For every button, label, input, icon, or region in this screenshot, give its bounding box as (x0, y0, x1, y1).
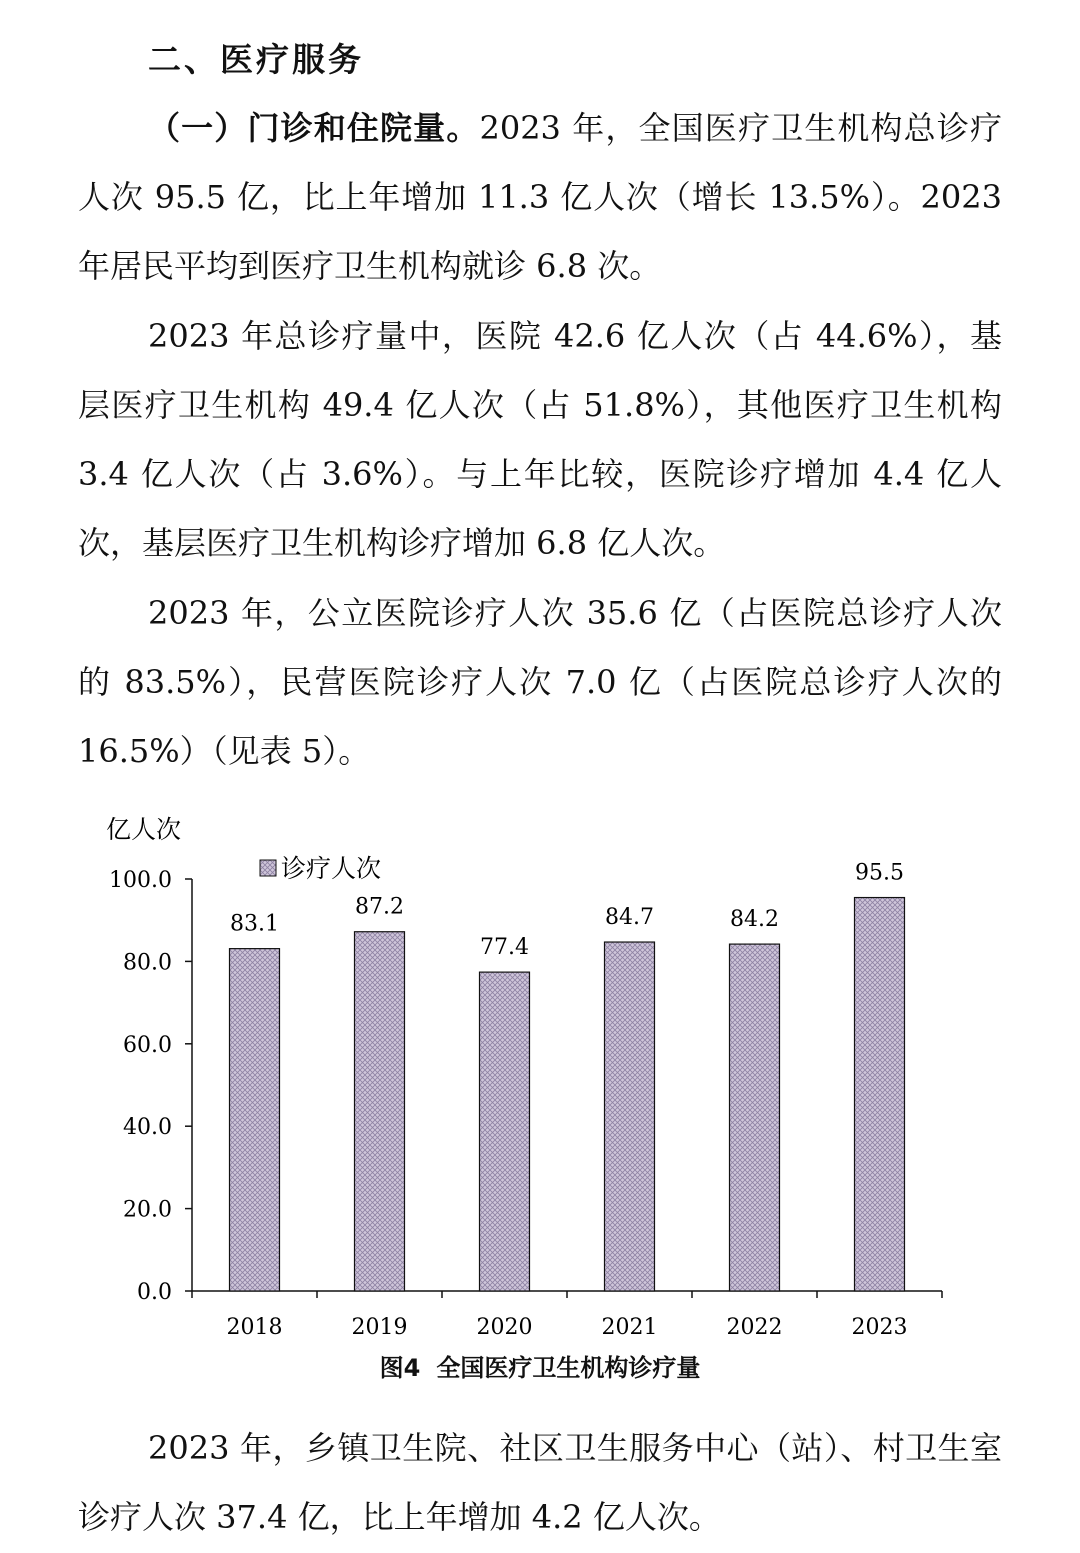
data-label-2020: 77.4 (480, 935, 529, 961)
y-tick-label: 40.0 (123, 1115, 172, 1141)
y-tick-label: 60.0 (123, 1032, 172, 1058)
figure-number: 图4 (379, 1354, 421, 1382)
figure-title: 全国医疗卫生机构诊疗量 (436, 1354, 701, 1382)
y-tick-label: 0.0 (137, 1280, 172, 1305)
paragraph-body: 2023 年，全国医疗卫生机构总诊疗人次 95.5 亿，比上年增加 11.3 亿人次（增长 13.5%）。2023 年居民平均到医疗卫生机构就诊 6.8 次。 (78, 109, 1002, 285)
paragraph-primary-care: 2023 年，乡镇卫生院、社区卫生服务中心（站）、村卫生室诊疗人次 37.4 亿，比上年增加 4.2 亿人次。 (78, 1429, 1002, 1536)
y-tick-label: 80.0 (123, 950, 172, 976)
data-label-2021: 84.7 (605, 905, 654, 931)
x-tick-label-2022: 2022 (726, 1315, 783, 1340)
paragraph-outpatient-inpatient (78, 94, 1002, 301)
section-heading: 二、医疗服务 (148, 40, 364, 79)
x-tick-label-2019: 2019 (351, 1315, 408, 1340)
bar-2021 (605, 942, 655, 1291)
x-tick-label-2018: 2018 (226, 1315, 283, 1340)
bar-2023 (855, 898, 905, 1291)
data-label-2023: 95.5 (855, 860, 904, 886)
bar-2018 (230, 949, 280, 1291)
paragraph-public-private-hospitals: 2023 年，公立医院诊疗人次 35.6 亿（占医院总诊疗人次的 83.5%），民营医院诊疗人次 7.0 亿（占医院总诊疗人次的 16.5%）（见表 5）。 (78, 594, 1002, 770)
x-tick-label-2020: 2020 (476, 1315, 533, 1340)
bar-chart (0, 800, 1080, 1345)
x-tick-label-2023: 2023 (851, 1315, 908, 1340)
data-label-2019: 87.2 (355, 894, 404, 920)
y-tick-label: 100.0 (109, 868, 172, 893)
x-tick-label-2021: 2021 (601, 1315, 658, 1340)
paragraph-visit-breakdown: 2023 年总诊疗量中，医院 42.6 亿人次（占 44.6%），基层医疗卫生机构 49.4 亿人次（占 51.8%），其他医疗卫生机构 3.4 亿人次（占 3.6%）。与上年比较，医院诊疗增加 4.4 亿人次，基层医疗卫生机构诊疗增加 6.8 亿人次。 (78, 317, 1002, 562)
legend-swatch (260, 860, 276, 876)
data-label-2022: 84.2 (730, 907, 779, 933)
paragraph-lead-title: （一）门诊和住院量。 (148, 109, 480, 147)
bar-2020 (480, 972, 530, 1291)
chart-plot-area (109, 854, 942, 1340)
bar-2022 (730, 944, 780, 1291)
legend-label: 诊疗人次 (281, 854, 382, 883)
data-label-2018: 83.1 (230, 911, 279, 937)
bar-2019 (355, 932, 405, 1291)
figure-caption (0, 1348, 1080, 1383)
y-axis-label: 亿人次 (106, 815, 182, 844)
y-tick-label: 20.0 (123, 1197, 172, 1223)
